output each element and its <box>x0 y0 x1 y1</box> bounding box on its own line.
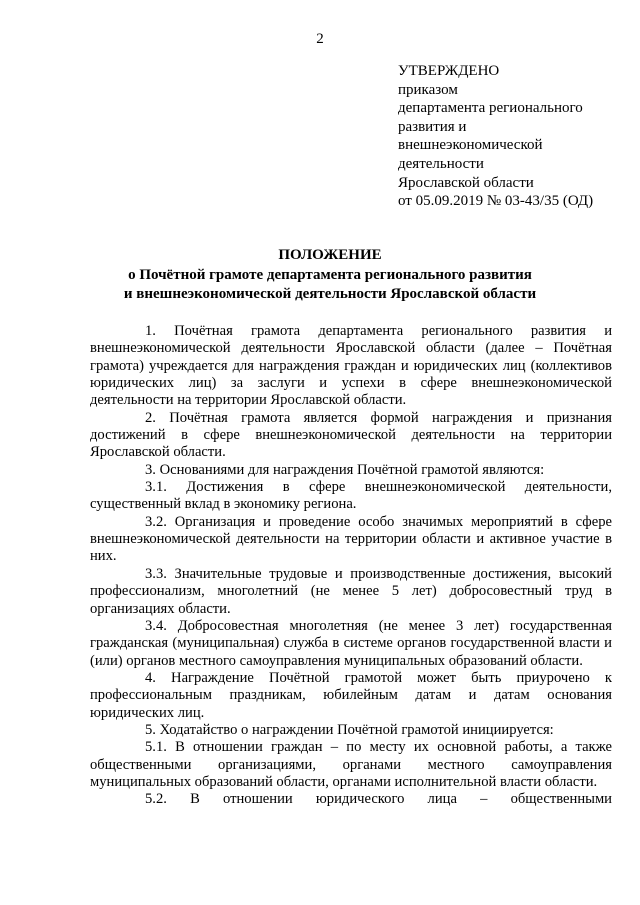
approval-line: от 05.09.2019 № 03-43/35 (ОД) <box>398 193 594 210</box>
document-title <box>90 246 570 305</box>
title-line: ПОЛОЖЕНИЕ <box>278 247 382 263</box>
paragraph: 3.2. Организация и проведение особо значимых мероприятий в сфере внешнеэкономической деятельности на территории области и активное участие в них. <box>90 513 612 565</box>
paragraph: 5.1. В отношении граждан – по месту их основной работы, а также общественными организациями, органами местного самоуправления муниципальных образований области, органами исполнительной власти области. <box>90 739 612 790</box>
title-line: о Почётной грамоте департамента регионального развития <box>128 266 532 283</box>
paragraph: 3.3. Значительные трудовые и производственные достижения, высокий профессионализм, многолетний (не менее 5 лет) добросовестный труд в организациях области. <box>90 565 612 617</box>
approval-line: внешнеэкономической <box>398 137 543 154</box>
document-body <box>90 323 612 809</box>
approval-line: Ярославской области <box>398 174 534 191</box>
paragraph: 4. Награждение Почётной грамотой может быть приурочено к профессиональным праздникам, юбилейным датам и датам основания юридических лиц. <box>90 669 612 721</box>
page-number: 2 <box>316 31 324 47</box>
title-line: и внешнеэкономической деятельности Ярославской области <box>123 286 537 302</box>
approval-stamp <box>398 62 628 211</box>
paragraph: 5. Ходатайство о награждении Почётной грамотой инициируется: <box>145 721 554 738</box>
paragraph: 5.2. В отношении юридического лица – общественными <box>145 791 612 808</box>
paragraph: 1. Почётная грамота департамента регионального развития и внешнеэкономической деятельности Ярославской области (далее – Почётная грамота) учреждается для награждения граждан и юридических лиц (коллективов юридических лиц) за заслуги и успехи в сфере внешнеэкономической деятельности на территории Ярославской области. <box>90 323 612 409</box>
paragraph: 3. Основаниями для награждения Почётной грамотой являются: <box>145 461 545 478</box>
paragraph: 2. Почётная грамота является формой награждения и признания достижений в сфере внешнеэкономической деятельности на территории Ярославской области. <box>90 409 612 461</box>
approval-line: деятельности <box>398 155 484 172</box>
paragraph: 3.1. Достижения в сфере внешнеэкономической деятельности, существенный вклад в экономику региона. <box>90 479 612 513</box>
approval-line: приказом <box>398 81 458 98</box>
approval-line: УТВЕРЖДЕНО <box>398 63 500 79</box>
paragraph: 3.4. Добросовестная многолетняя (не менее 3 лет) государственная гражданская (муниципальная) служба в системе органов государственной власти и (или) органов местного самоуправления муниципальных образований области. <box>90 617 612 669</box>
approval-line: развития и <box>398 118 467 135</box>
approval-line: департамента регионального <box>398 100 583 117</box>
